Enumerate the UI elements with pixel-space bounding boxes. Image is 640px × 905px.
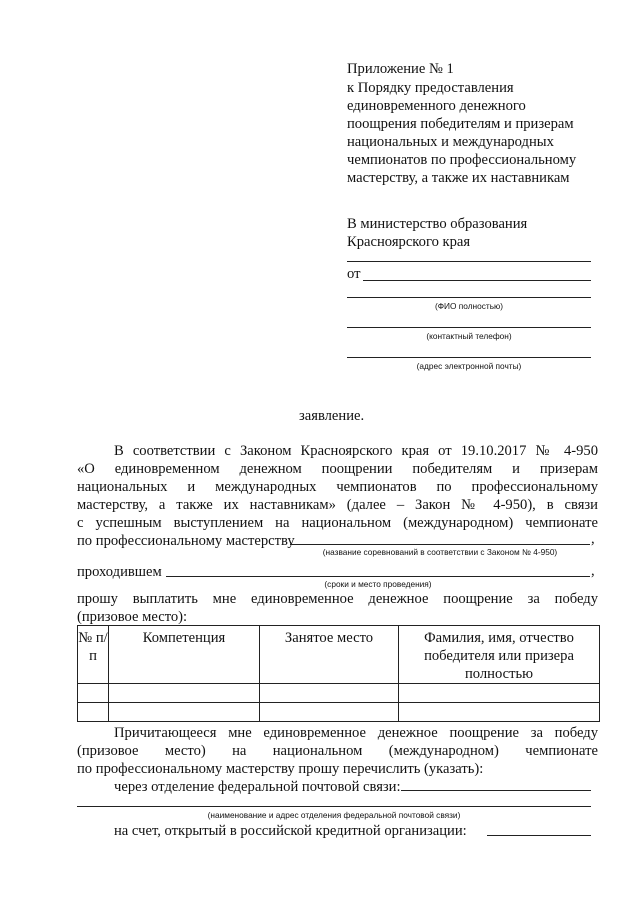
table-cell[interactable] <box>109 684 260 703</box>
email-hint: (адрес электронной почты) <box>416 361 522 371</box>
table-cell[interactable] <box>260 684 399 703</box>
post-address-field-line[interactable] <box>77 806 591 807</box>
header-fullname: Фамилия, имя, отчество победителя или призера полностью <box>399 626 600 684</box>
request-line: (призовое место): <box>77 609 188 625</box>
dates-field-line[interactable] <box>166 576 590 577</box>
competition-field-line[interactable] <box>290 544 590 545</box>
table-row <box>78 684 600 703</box>
fio-field-line[interactable] <box>347 297 591 298</box>
addressee-line: В министерство образования <box>347 216 528 232</box>
paragraph-line: мастерству, а также их наставникам» (далее – Закон № 4-950), в связи <box>77 497 598 513</box>
table-cell[interactable] <box>399 684 600 703</box>
request-line: прошу выплатить мне единовременное денежное поощрение за победу <box>77 591 598 607</box>
comma: , <box>591 531 595 547</box>
table-cell[interactable] <box>78 703 109 722</box>
paragraph-line: национальных и международных чемпионатов по профессиональному <box>77 479 598 495</box>
dates-hint: (сроки и место проведения) <box>324 579 432 589</box>
table-cell[interactable] <box>260 703 399 722</box>
table-cell[interactable] <box>109 703 260 722</box>
post-field-line[interactable] <box>401 790 591 791</box>
appendix-line: чемпионатов по профессиональному <box>347 152 577 168</box>
appendix-line: единовременного денежного <box>347 98 526 114</box>
appendix-line: к Порядку предоставления <box>347 80 514 96</box>
addressee-line: Красноярского края <box>347 234 471 250</box>
account-field-line[interactable] <box>487 835 591 836</box>
payment-line: по профессиональному мастерству прошу перечислить (указать): <box>77 761 484 777</box>
table-header-row <box>78 626 600 684</box>
awards-table <box>77 625 600 722</box>
post-label: через отделение федеральной почтовой связи: <box>114 779 401 795</box>
post-hint: (наименование и адрес отделения федеральной почтовой связи) <box>207 810 461 820</box>
account-label: на счет, открытый в российской кредитной организации: <box>114 823 467 839</box>
email-field-line[interactable] <box>347 357 591 358</box>
fio-hint: (ФИО полностью) <box>434 301 503 311</box>
paragraph-line: с успешным выступлением на национальном (международном) чемпионате <box>77 515 598 531</box>
passed-label: проходившем <box>77 564 162 580</box>
header-competence: Компетенция <box>109 626 260 684</box>
table-cell[interactable] <box>78 684 109 703</box>
paragraph-line: по профессиональному мастерству <box>77 533 295 549</box>
statement-title: заявление. <box>299 408 365 424</box>
from-label: от <box>347 266 361 282</box>
table-cell[interactable] <box>399 703 600 722</box>
phone-hint: (контактный телефон) <box>426 331 512 341</box>
appendix-title: Приложение № 1 <box>347 61 454 77</box>
paragraph-line: «О единовременном денежном поощрении победителям и призерам <box>77 461 598 477</box>
phone-field-line[interactable] <box>347 327 591 328</box>
competition-hint: (название соревнований в соответствии с Законом № 4-950) <box>322 547 558 557</box>
appendix-line: мастерству, а также их наставникам <box>347 170 570 186</box>
appendix-line: поощрения победителям и призерам <box>347 116 574 132</box>
header-place: Занятое место <box>260 626 399 684</box>
paragraph-line: В соответствии с Законом Красноярского края от 19.10.2017 № 4-950 <box>114 443 598 459</box>
comma: , <box>591 563 595 579</box>
addressee-blank-line[interactable] <box>347 261 591 262</box>
payment-line: Причитающееся мне единовременное денежное поощрение за победу <box>114 725 598 741</box>
payment-line: (призовое место) на национальном (международном) чемпионате <box>77 743 598 759</box>
from-field-line[interactable] <box>363 280 591 281</box>
table-row <box>78 703 600 722</box>
appendix-line: национальных и международных <box>347 134 554 150</box>
header-number: № п/п <box>78 626 109 684</box>
